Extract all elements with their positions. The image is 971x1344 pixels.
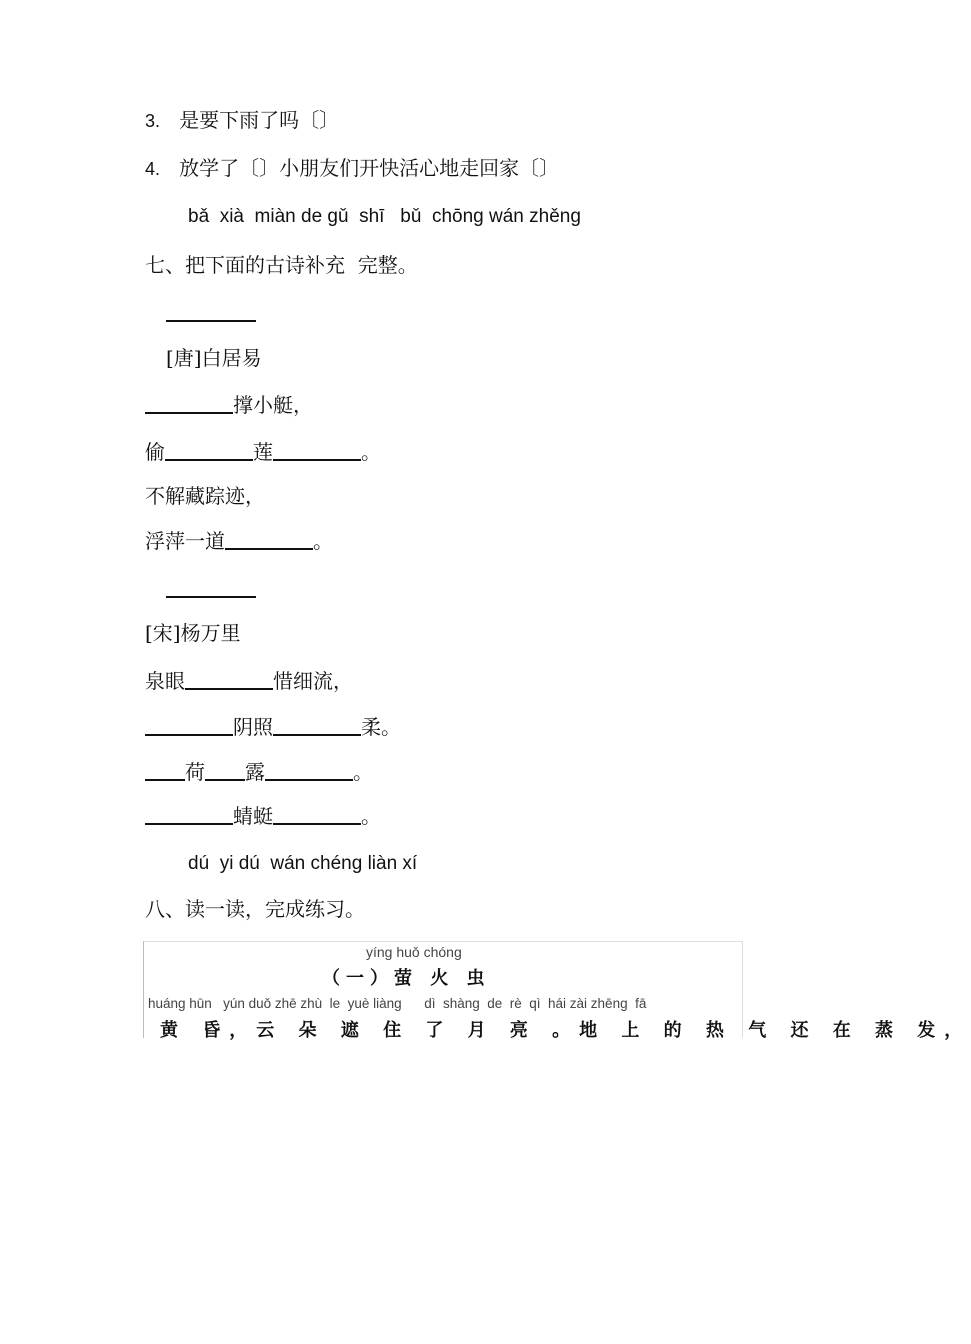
poem-1-line-1 — [145, 393, 313, 417]
answer-blank[interactable] — [205, 761, 245, 781]
answer-blank[interactable] — [273, 805, 361, 825]
section-7-heading: 七、把下面的古诗补充 完整。 — [145, 253, 418, 277]
question-3-text: 是要下雨了吗〔〕 — [179, 108, 340, 132]
reading-passage-image — [143, 941, 971, 1041]
poem-2-line-4 — [145, 804, 381, 828]
poem-2-line-2-text-b: 柔。 — [361, 715, 401, 739]
poem-1-line-4-text-b: 。 — [313, 529, 333, 553]
poem-1-line-1-text: 撑小艇， — [233, 393, 313, 417]
poem-2-line-3-text-b: 露 — [245, 760, 265, 784]
passage-title: （一）萤 火 虫 — [322, 968, 491, 989]
passage-line-1-text: 黄 昏，云 朵 遮 住 了 月 亮 。地 上 的 热 气 还 在 蒸 发， — [160, 1020, 971, 1041]
answer-blank[interactable] — [145, 761, 185, 781]
poem-2-line-3-text-c: 。 — [353, 760, 373, 784]
poem-1-line-4 — [145, 529, 333, 553]
poem-1-line-2-text-b: 莲 — [253, 440, 273, 464]
poem-1-line-3: 不解藏踪迹， — [145, 484, 265, 508]
poem-2-line-2 — [145, 715, 401, 739]
answer-blank[interactable] — [265, 761, 353, 781]
poem-1-title-blank[interactable] — [166, 320, 256, 322]
answer-blank[interactable] — [185, 670, 273, 690]
answer-blank[interactable] — [145, 805, 233, 825]
section-7-pinyin: bǎ xià miàn de gǔ shī bǔ chōng wán zhěng — [188, 206, 581, 227]
poem-2-line-1-text-a: 泉眼 — [145, 669, 185, 693]
answer-blank[interactable] — [145, 716, 233, 736]
section-8-pinyin: dú yi dú wán chéng liàn xí — [188, 853, 418, 874]
poem-1-line-2-text-a: 偷 — [145, 440, 165, 464]
answer-blank[interactable] — [273, 441, 361, 461]
poem-2-line-4-text-a: 蜻蜓 — [233, 804, 273, 828]
question-4-number: 4. — [145, 159, 161, 179]
question-3 — [145, 108, 339, 133]
poem-2-line-1 — [145, 669, 353, 693]
poem-2-line-3-text-a: 荷 — [185, 760, 205, 784]
answer-blank[interactable] — [273, 716, 361, 736]
answer-blank[interactable] — [225, 530, 313, 550]
question-4 — [145, 156, 559, 181]
passage-title-pinyin: yíng huǒ chóng — [366, 944, 462, 960]
poem-1-author: [唐]白居易 — [166, 346, 262, 370]
poem-2-line-3 — [145, 760, 373, 784]
poem-2-title-blank[interactable] — [166, 596, 256, 598]
question-4-text: 放学了〔〕小朋友们开快活心地走回家〔〕 — [179, 156, 560, 180]
poem-2-line-4-text-b: 。 — [361, 804, 381, 828]
passage-line-1-pinyin: huáng hūn yún duǒ zhē zhù le yuè liàng dì shàng de rè qì hái zài zhēng fā — [148, 996, 647, 1011]
answer-blank[interactable] — [165, 441, 253, 461]
poem-2-line-1-text-b: 惜细流， — [273, 669, 353, 693]
section-8-heading: 八、读一读，完成练习。 — [145, 897, 365, 921]
question-3-number: 3. — [145, 111, 161, 131]
answer-blank[interactable] — [145, 394, 233, 414]
poem-2-author: [宋]杨万里 — [145, 621, 241, 645]
poem-2-line-2-text-a: 阴照 — [233, 715, 273, 739]
poem-1-line-2 — [145, 440, 381, 464]
poem-1-line-2-text-c: 。 — [361, 440, 381, 464]
poem-1-line-4-text-a: 浮萍一道 — [145, 529, 225, 553]
